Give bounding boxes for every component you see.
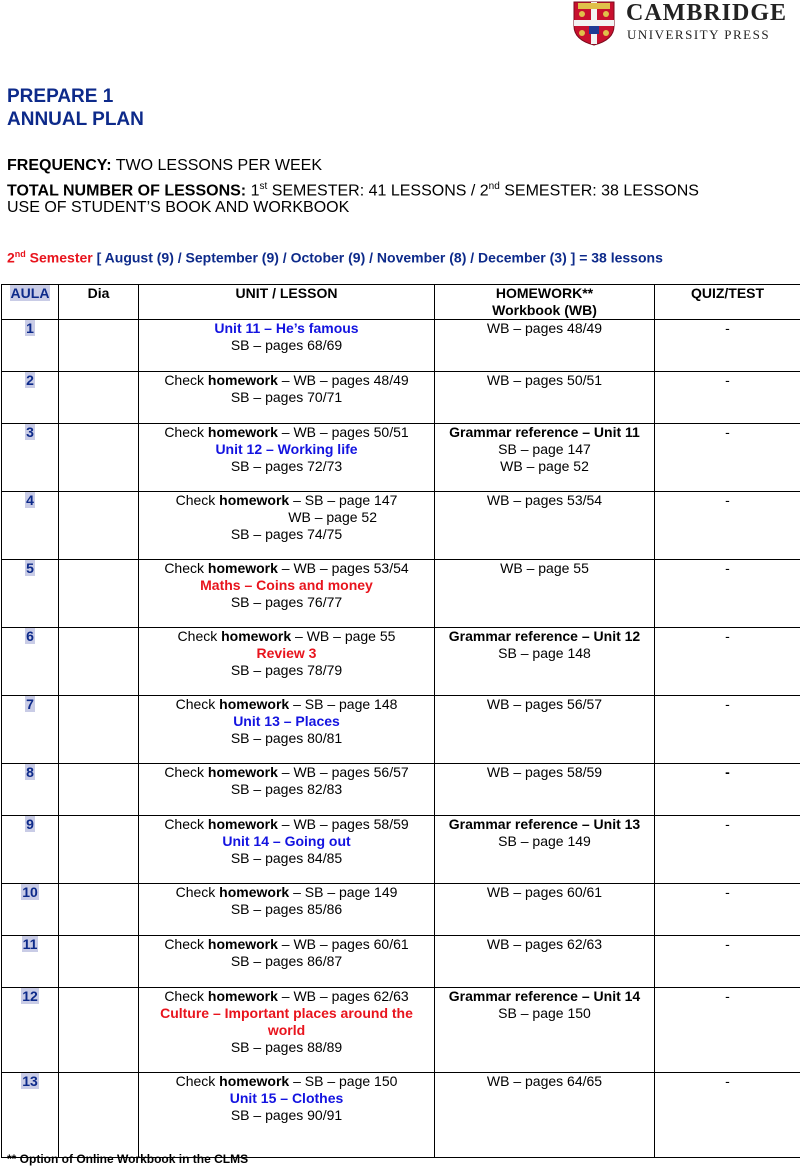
table-row (2, 1073, 800, 1158)
check-homework-line (141, 372, 432, 389)
quiz-cell: - (655, 816, 800, 884)
table-row (2, 628, 800, 696)
table-row (2, 372, 800, 424)
homework-cell (435, 560, 655, 628)
homework-word: homework (221, 628, 292, 644)
text-line: SB – page 147 (498, 441, 591, 457)
logo-name: CAMBRIDGE (626, 0, 788, 26)
red-text-line: Culture – Important places around the world (160, 1005, 413, 1038)
semester-sup: nd (14, 249, 26, 259)
dia-cell (59, 764, 139, 816)
text-line: SB – page 148 (498, 645, 591, 661)
unit-lesson-cell (139, 884, 435, 936)
aula-number-cell (2, 1073, 59, 1158)
red-text-line: Review 3 (256, 645, 317, 661)
logo-subtitle: UNIVERSITY PRESS (627, 27, 771, 42)
unit-lesson-cell (139, 816, 435, 884)
homework-word: homework (207, 816, 278, 832)
homework-reference: – WB – pages 60/61 (277, 936, 409, 952)
check-homework-line (141, 492, 432, 509)
dia-cell (59, 492, 139, 560)
table-row (2, 764, 800, 816)
check-text: Check (175, 1073, 220, 1089)
check-text: Check (164, 560, 208, 576)
doc-title-line1: PREPARE 1 (7, 86, 114, 107)
bold-text-line: Grammar reference – Unit 13 (448, 816, 641, 832)
header-dia: Dia (59, 285, 139, 320)
check-text: Check (164, 988, 208, 1004)
sem2-sup: nd (488, 181, 500, 192)
aula-number-cell (2, 560, 59, 628)
blue-text-line: Unit 12 – Working life (215, 441, 358, 457)
header-unit: UNIT / LESSON (139, 285, 435, 320)
header-homework (435, 285, 655, 320)
dia-cell (59, 988, 139, 1073)
check-homework-line (141, 988, 432, 1005)
aula-number: 10 (22, 884, 38, 900)
table-row (2, 988, 800, 1073)
quiz-cell: - (655, 1073, 800, 1158)
table-row (2, 816, 800, 884)
quiz-cell: - (655, 988, 800, 1073)
homework-word: homework (207, 936, 278, 952)
text-line: WB – pages 48/49 (486, 320, 603, 336)
text-line: SB – pages 82/83 (230, 781, 343, 797)
aula-number: 8 (26, 764, 34, 780)
unit-lesson-cell (139, 936, 435, 988)
text-line: SB – pages 70/71 (230, 389, 343, 405)
text-line: WB – pages 53/54 (486, 492, 603, 508)
quiz-cell: - (655, 560, 800, 628)
check-text: Check (164, 764, 208, 780)
unit-lesson-cell (139, 1073, 435, 1158)
homework-word: homework (219, 1073, 290, 1089)
text-line: WB – pages 60/61 (486, 884, 603, 900)
homework-cell (435, 628, 655, 696)
unit-lesson-cell (139, 988, 435, 1073)
aula-number: 3 (26, 424, 34, 440)
aula-number-cell (2, 492, 59, 560)
aula-number-cell (2, 884, 59, 936)
sem2-text: SEMESTER: 38 LESSONS (499, 182, 699, 200)
check-text: Check (164, 372, 208, 388)
semester-label: Semester (25, 249, 93, 266)
check-text: Check (175, 492, 220, 508)
aula-number: 12 (22, 988, 38, 1004)
table-row (2, 492, 800, 560)
cambridge-shield-icon (572, 0, 616, 46)
blue-text-line: Unit 11 – He’s famous (214, 320, 359, 336)
text-line: WB – pages 50/51 (486, 372, 603, 388)
unit-lesson-cell (139, 560, 435, 628)
quiz-cell: - (655, 628, 800, 696)
dia-cell (59, 1073, 139, 1158)
dia-cell (59, 560, 139, 628)
blue-text-line: Unit 14 – Going out (222, 833, 351, 849)
text-line: WB – pages 58/59 (486, 764, 603, 780)
table-row (2, 560, 800, 628)
aula-number: 1 (26, 320, 34, 336)
text-line: SB – pages 86/87 (230, 953, 343, 969)
aula-number-cell (2, 988, 59, 1073)
unit-lesson-cell (139, 372, 435, 424)
unit-lesson-cell (139, 320, 435, 372)
homework-word: homework (219, 696, 290, 712)
check-homework-line (141, 424, 432, 441)
quiz-cell: - (655, 424, 800, 492)
quiz-cell: - (655, 764, 800, 816)
doc-title-line2: ANNUAL PLAN (7, 109, 144, 130)
text-line: SB – pages 88/89 (230, 1039, 343, 1055)
check-homework-line (141, 1073, 432, 1090)
check-homework-line (141, 884, 432, 901)
text-line: SB – page 150 (498, 1005, 591, 1021)
aula-number: 9 (26, 816, 34, 832)
homework-cell (435, 320, 655, 372)
homework-reference: – WB – pages 53/54 (277, 560, 409, 576)
book-usage-line: USE OF STUDENT’S BOOK AND WORKBOOK (7, 199, 350, 216)
homework-reference: – WB – page 55 (291, 628, 396, 644)
check-homework-line (141, 560, 432, 577)
check-homework-line (141, 816, 432, 833)
blue-text-line: Unit 15 – Clothes (229, 1090, 344, 1106)
text-line: SB – pages 85/86 (230, 901, 343, 917)
aula-number: 13 (22, 1073, 38, 1089)
bold-text-line: Grammar reference – Unit 12 (448, 628, 641, 644)
dia-cell (59, 936, 139, 988)
aula-number-cell (2, 764, 59, 816)
homework-reference: – WB – pages 50/51 (277, 424, 409, 440)
homework-cell (435, 816, 655, 884)
check-homework-line (141, 628, 432, 645)
homework-cell (435, 988, 655, 1073)
homework-cell (435, 424, 655, 492)
frequency-line (7, 155, 322, 176)
header-homework-line1: HOMEWORK** (495, 285, 594, 301)
quiz-cell: - (655, 884, 800, 936)
quiz-cell: - (655, 492, 800, 560)
text-line: SB – pages 80/81 (230, 730, 343, 746)
table-row (2, 696, 800, 764)
aula-number: 7 (26, 696, 34, 712)
bold-text-line: Grammar reference – Unit 14 (448, 988, 641, 1004)
dia-cell (59, 424, 139, 492)
aula-number-cell (2, 628, 59, 696)
homework-cell (435, 764, 655, 816)
homework-word: homework (207, 764, 278, 780)
homework-reference: – SB – page 147 (289, 492, 398, 508)
check-text: Check (175, 696, 220, 712)
aula-number: 6 (26, 628, 34, 644)
quiz-cell: - (655, 936, 800, 988)
check-homework-line (141, 696, 432, 713)
dia-cell (59, 816, 139, 884)
aula-number-cell (2, 320, 59, 372)
homework-cell (435, 884, 655, 936)
quiz-cell: - (655, 372, 800, 424)
text-line: SB – pages 72/73 (230, 458, 343, 474)
text-line: WB – pages 62/63 (486, 936, 603, 952)
aula-number: 2 (26, 372, 34, 388)
check-homework-line (141, 936, 432, 953)
dia-cell (59, 372, 139, 424)
cambridge-logo (572, 0, 800, 46)
homework-reference: – WB – pages 56/57 (277, 764, 409, 780)
dia-cell (59, 696, 139, 764)
unit-lesson-cell (139, 696, 435, 764)
quiz-cell: - (655, 320, 800, 372)
check-text: Check (164, 816, 208, 832)
table-header-row (2, 285, 800, 320)
table-row (2, 424, 800, 492)
semester-number: 2 (7, 249, 15, 266)
aula-number-cell (2, 424, 59, 492)
dia-cell (59, 320, 139, 372)
homework-reference: – SB – page 150 (289, 1073, 398, 1089)
bold-text-line: Grammar reference – Unit 11 (449, 424, 640, 440)
aula-number-cell (2, 936, 59, 988)
aula-number-cell (2, 696, 59, 764)
text-line: WB – pages 56/57 (486, 696, 603, 712)
check-text: Check (164, 424, 208, 440)
check-text: Check (175, 884, 220, 900)
header-aula-text: AULA (10, 285, 50, 301)
sem1-text: SEMESTER: 41 LESSONS / 2 (267, 182, 489, 200)
header-quiz: QUIZ/TEST (655, 285, 800, 320)
check-text: Check (164, 936, 208, 952)
table-row (2, 320, 800, 372)
semester-detail: [ August (9) / September (9) / October (9) / November (8) / December (3) ] = 38 lessons (92, 249, 663, 266)
frequency-value: TWO LESSONS PER WEEK (111, 157, 323, 174)
check-text: Check (177, 628, 222, 644)
text-line: SB – pages 84/85 (230, 850, 343, 866)
homework-word: homework (207, 372, 278, 388)
homework-cell (435, 696, 655, 764)
unit-lesson-cell (139, 492, 435, 560)
text-line: SB – pages 78/79 (230, 662, 343, 678)
aula-number: 11 (22, 936, 38, 952)
homework-word: homework (207, 424, 278, 440)
header-aula (2, 285, 59, 320)
aula-number-cell (2, 372, 59, 424)
sem1-sup: st (259, 181, 268, 192)
unit-lesson-cell (139, 764, 435, 816)
homework-reference: – WB – pages 62/63 (277, 988, 409, 1004)
footnote: ** Option of Online Workbook in the CLMS (7, 1152, 249, 1166)
homework-reference: – WB – pages 58/59 (277, 816, 409, 832)
homework-word: homework (219, 884, 290, 900)
blue-text-line: Unit 13 – Places (233, 713, 340, 729)
frequency-label: FREQUENCY: (7, 157, 112, 174)
text-line: SB – pages 74/75 (230, 526, 343, 542)
red-text-line: Maths – Coins and money (200, 577, 373, 593)
unit-lesson-cell (139, 424, 435, 492)
homework-word: homework (207, 560, 278, 576)
text-line: SB – page 149 (498, 833, 591, 849)
text-line: WB – page 52 (500, 458, 589, 474)
aula-number: 5 (26, 560, 34, 576)
semester-heading (7, 249, 663, 266)
homework-cell (435, 936, 655, 988)
homework-cell (435, 1073, 655, 1158)
check-homework-line (141, 764, 432, 781)
homework-cell (435, 372, 655, 424)
sem1-number: 1 (246, 182, 260, 200)
text-line: SB – pages 68/69 (230, 337, 343, 353)
homework-reference: – WB – pages 48/49 (277, 372, 409, 388)
total-lessons-label: TOTAL NUMBER OF LESSONS: (7, 182, 247, 200)
dia-cell (59, 628, 139, 696)
text-line: WB – pages 64/65 (486, 1073, 603, 1089)
unit-lesson-cell (139, 628, 435, 696)
text-line: WB – page 52 (288, 509, 377, 525)
text-line: WB – page 55 (500, 560, 589, 576)
dia-cell (59, 884, 139, 936)
quiz-cell: - (655, 696, 800, 764)
homework-reference: – SB – page 149 (289, 884, 398, 900)
text-line: SB – pages 90/91 (230, 1107, 343, 1123)
table-row (2, 884, 800, 936)
header-homework-line2: Workbook (WB) (492, 302, 597, 318)
homework-word: homework (219, 492, 290, 508)
aula-number-cell (2, 816, 59, 884)
text-line: SB – pages 76/77 (230, 594, 343, 610)
annual-plan-table (1, 284, 800, 1158)
aula-number: 4 (26, 492, 34, 508)
homework-cell (435, 492, 655, 560)
homework-word: homework (207, 988, 278, 1004)
table-row (2, 936, 800, 988)
homework-reference: – SB – page 148 (289, 696, 398, 712)
